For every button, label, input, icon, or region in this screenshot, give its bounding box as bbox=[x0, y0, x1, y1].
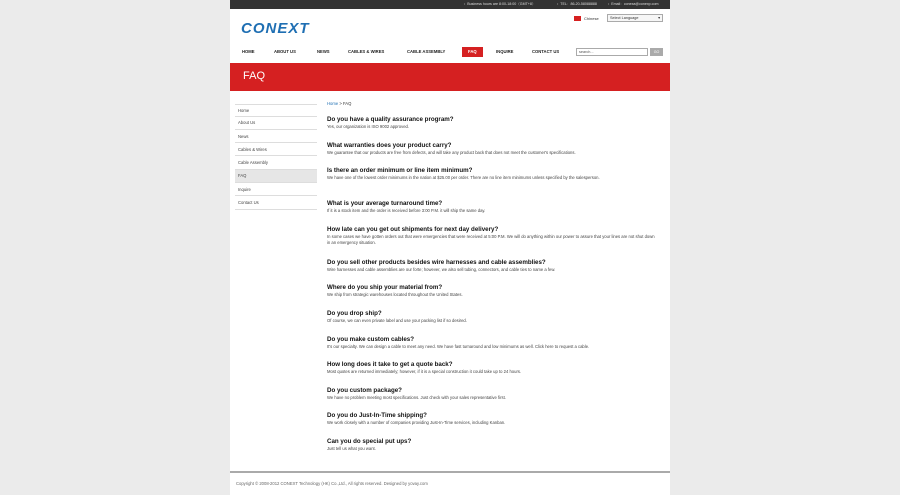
nav-about-us[interactable]: ABOUT US bbox=[274, 49, 296, 54]
faq-answer: Of course, we can even private label and use your packing list if so desired. bbox=[327, 317, 467, 323]
chevron-down-icon: ▾ bbox=[658, 16, 660, 20]
language-select-value: Select Language bbox=[610, 16, 639, 20]
faq-question: How late can you get out shipments for next day delivery? bbox=[327, 225, 499, 233]
nav-cables-wires[interactable]: CABLES & WIRES bbox=[348, 49, 385, 54]
business-hours: • Business hours are 8:00-18:00（GMT+8） bbox=[464, 2, 536, 6]
breadcrumb bbox=[327, 101, 657, 106]
sidebar-item-inquire[interactable]: Inquire bbox=[235, 184, 317, 197]
faq-question: How long does it take to get a quote back? bbox=[327, 361, 453, 369]
search-button[interactable]: GO bbox=[650, 48, 663, 56]
nav-inquire[interactable]: INQUIRE bbox=[496, 49, 514, 54]
footer bbox=[230, 471, 670, 495]
faq-item bbox=[327, 142, 657, 168]
faq-answer: In some cases we have gotten orders out that were emergencies that were received at 5:00 P.M. We will do anything within our power to assure that your lines are not shut down in an emergency situation. bbox=[327, 233, 655, 245]
faq-item bbox=[327, 336, 657, 362]
telephone: • TEL：86-20-58088888 bbox=[557, 2, 597, 6]
faq-question: Can you do special put ups? bbox=[327, 437, 412, 445]
faq-answer: It's our specialty. We can design a cable to meet any need. We have fast turnaround and low minimums as well. Click here to request a cable. bbox=[327, 343, 590, 349]
nav-home[interactable]: HOME bbox=[242, 49, 255, 54]
faq-item bbox=[327, 310, 657, 336]
faq-answer: We guarantee that our products are free from defects, and will take any product back that does not meet the customer's specifications. bbox=[327, 149, 576, 155]
faq-item bbox=[327, 438, 657, 456]
faq-question: Where do you ship your material from? bbox=[327, 284, 443, 292]
china-flag-icon[interactable] bbox=[574, 16, 581, 21]
faq-answer: We ship from strategic warehouses located throughout the United States. bbox=[327, 292, 463, 298]
footer-copyright: Copyright © 2008-2012 CONEXT Technology (HK) Co.,Ltd., All rights reserved. Designed by yovay.com bbox=[236, 481, 428, 486]
faq-answer: We have one of the lowest order minimums in the nation at $25.00 per order. There are no line item minimums unless specified by the salesperson. bbox=[327, 175, 600, 181]
faq-question: Do you have a quality assurance program? bbox=[327, 116, 454, 123]
faq-item bbox=[327, 412, 657, 438]
faq-answer: Just tell us what you want. bbox=[327, 445, 376, 451]
site-logo[interactable]: CONEXT bbox=[241, 20, 310, 37]
language-select[interactable] bbox=[607, 14, 663, 22]
sidebar-item-cables-wires[interactable]: Cables & Wires bbox=[235, 144, 317, 157]
faq-item bbox=[327, 387, 657, 413]
telephone-text: TEL：86-20-58088888 bbox=[560, 2, 597, 6]
faq-item bbox=[327, 167, 657, 200]
faq-question: Do you make custom cables? bbox=[327, 335, 414, 343]
sidebar-item-contact-us[interactable]: Contact Us bbox=[235, 197, 317, 210]
page-container bbox=[230, 9, 670, 493]
sidebar-item-news[interactable]: News bbox=[235, 131, 317, 144]
faq-item bbox=[327, 361, 657, 387]
faq-answer: If it is a stock item and the order is received before 3:00 P.M. it will ship the same day. bbox=[327, 208, 486, 214]
faq-item bbox=[327, 259, 657, 285]
nav-cable-assembly[interactable]: CABLE ASSEMBLY bbox=[407, 49, 446, 54]
sidebar-item-about-us[interactable]: About Us bbox=[235, 117, 317, 130]
breadcrumb-current: FAQ bbox=[342, 101, 352, 106]
faq-question: Do you drop ship? bbox=[327, 309, 382, 317]
top-info-bar bbox=[230, 0, 670, 9]
faq-answer: Wire harnesses and cable assemblies are our forte; however, we also sell tubing, connectors, and cable ties to name a few. bbox=[327, 266, 556, 272]
page-banner bbox=[230, 63, 670, 91]
language-chinese-link[interactable]: Chinese bbox=[584, 16, 599, 21]
faq-question: Do you custom package? bbox=[327, 386, 402, 394]
faq-question: What warranties does your product carry? bbox=[327, 141, 452, 149]
nav-contact-us[interactable]: CONTACT US bbox=[532, 49, 560, 54]
breadcrumb-home-link[interactable]: Home bbox=[327, 101, 339, 106]
email[interactable]: • Email：conexa@conexp.com bbox=[608, 2, 659, 6]
faq-content bbox=[327, 101, 657, 456]
sidebar-item-faq[interactable]: FAQ bbox=[235, 170, 317, 183]
faq-question: Do you sell other products besides wire harnesses and cable assemblies? bbox=[327, 258, 546, 266]
breadcrumb-separator: > bbox=[338, 101, 343, 106]
faq-answer: We work closely with a number of companies providing Just-In-Time services, including Kanban. bbox=[327, 420, 506, 426]
faq-item bbox=[327, 200, 657, 226]
faq-item bbox=[327, 116, 657, 142]
email-text[interactable]: Email：conexa@conexp.com bbox=[611, 2, 659, 6]
business-hours-text: Business hours are 8:00-18:00（GMT+8） bbox=[467, 2, 536, 6]
faq-item bbox=[327, 226, 657, 259]
sidebar-item-cable-assembly[interactable]: Cable Assembly bbox=[235, 157, 317, 170]
page-title: FAQ bbox=[243, 70, 266, 82]
faq-answer: We have no problem meeting most specifications. Just check with your sales representative first. bbox=[327, 394, 506, 400]
sidebar-nav bbox=[235, 104, 317, 210]
nav-faq[interactable]: FAQ bbox=[462, 47, 483, 56]
faq-question: What is your average turnaround time? bbox=[327, 200, 443, 208]
faq-answer: Most quotes are returned immediately; however, if it is a special construction it could take up to 24 hours. bbox=[327, 369, 522, 375]
faq-question: Do you do Just-In-Time shipping? bbox=[327, 412, 427, 420]
search-input[interactable]: search... bbox=[576, 48, 648, 56]
faq-question: Is there an order minimum or line item minimum? bbox=[327, 167, 473, 175]
nav-news[interactable]: NEWS bbox=[317, 49, 330, 54]
faq-answer: Yes, our organization is ISO 9002 approved. bbox=[327, 124, 410, 129]
faq-item bbox=[327, 284, 657, 310]
sidebar-item-home[interactable]: Home bbox=[235, 104, 317, 117]
